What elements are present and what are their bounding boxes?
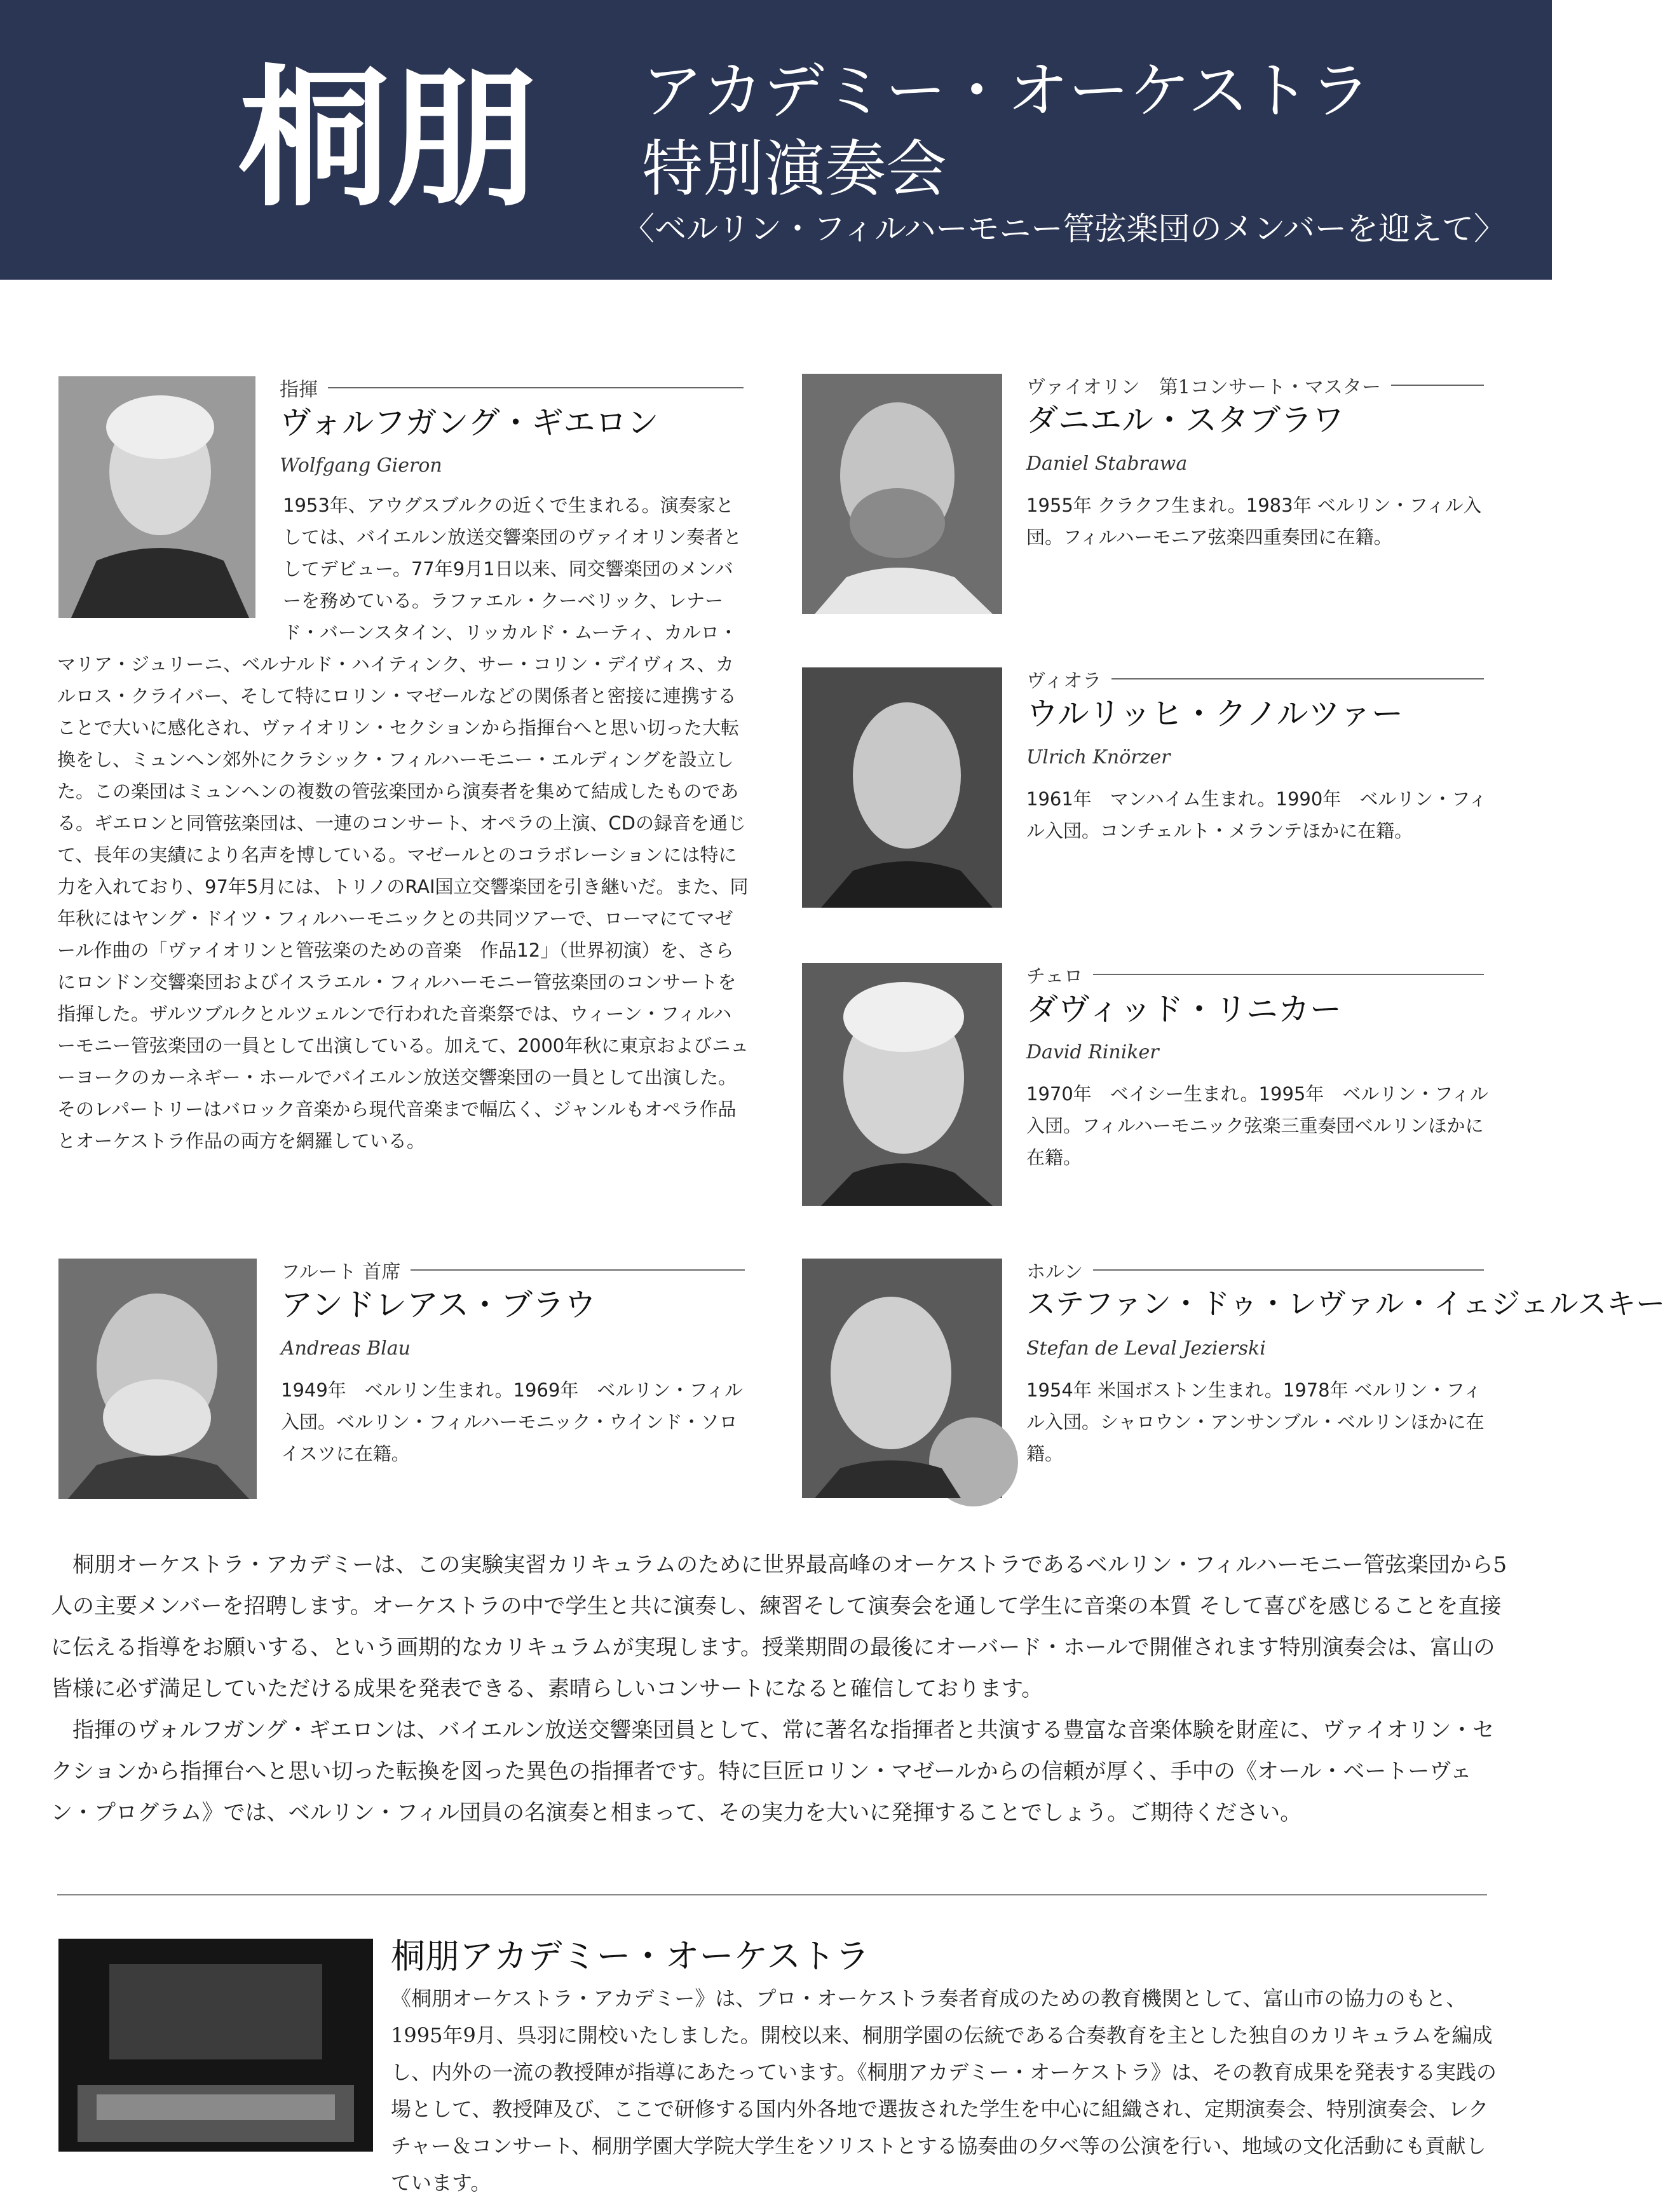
knorzer-role	[1026, 665, 1484, 693]
riniker-name-en: David Riniker	[1026, 1041, 1159, 1063]
header-banner	[0, 0, 1552, 280]
knorzer-name-en: Ulrich Knörzer	[1026, 746, 1171, 768]
jezierski-name-jp: ステファン・ドゥ・レヴァル・イェジェルスキー	[1026, 1287, 1665, 1321]
blau-name-jp: アンドレアス・ブラウ	[281, 1287, 596, 1323]
section-divider	[57, 1894, 1487, 1895]
orchestra-photo	[58, 1939, 373, 2152]
intro-text	[51, 1545, 1512, 1834]
intro-paragraph-2: 指揮のヴォルフガング・ギエロンは、バイエルン放送交響楽団員として、常に著名な指揮者と共演する豊富な音楽体験を財産に、ヴァイオリン・セクションから指揮台へと思い切った転換を図った異色の指揮者です。特に巨匠ロリン・マゼールからの信頼が厚く、手中の《オール・ベートーヴェン・プログラム》では、ベルリン・フィル団員の名演奏と相まって、その実力を大いに発揮することでしょう。ご期待ください。	[51, 1717, 1495, 1826]
divider	[1093, 1269, 1484, 1271]
blau-role	[281, 1256, 745, 1284]
riniker-role-label: チェロ	[1026, 966, 1084, 988]
jezierski-role-label: ホルン	[1026, 1261, 1084, 1283]
divider	[411, 1269, 745, 1271]
stabrawa-role	[1026, 371, 1484, 399]
jezierski-name-en: Stefan de Leval Jezierski	[1026, 1337, 1266, 1360]
knorzer-role-label: ヴィオラ	[1026, 670, 1102, 692]
stabrawa-bio: 1955年 クラクフ生まれ。1983年 ベルリン・フィル入団。フィルハーモニア弦楽四重奏団に在籍。	[1026, 495, 1482, 548]
riniker-role	[1026, 960, 1484, 988]
gieron-bio	[57, 489, 750, 1157]
header-big-title: 桐朋	[238, 50, 536, 228]
riniker-photo	[802, 963, 1002, 1206]
gieron-name-jp: ヴォルフガング・ギエロン	[280, 404, 659, 441]
jezierski-role	[1026, 1256, 1484, 1284]
gieron-bio-text: 1953年、アウグスブルクの近くで生まれる。演奏家としては、バイエルン放送交響楽団のヴァイオリン奏者としてデビュー。77年9月1日以来、同交響楽団のメンバーを務めている。ラファエル・クーベリック、レナード・バーンスタイン、リッカルド・ムーティ、カルロ・マリア・ジュリーニ、ベルナルド・ハイティンク、サー・コリン・デイヴィス、カルロス・クライバー、そして特にロリン・マゼールなどの関係者と密接に連携することで大いに感化され、ヴァイオリン・セクションから指揮台へと思い切った大転換をし、ミュンヘン郊外にクラシック・フィルハーモニー・エルディングを設立した。この楽団はミュンヘンの複数の管弦楽団から演奏者を集めて結成したものである。ギエロンと同管弦楽団は、一連のコンサート、オペラの上演、CDの録音を通じて、長年の実績により名声を博している。マゼールとのコラボレーションには特に力を入れており、97年5月には、トリノのRAI国立交響楽団を引き継いだ。また、同年秋にはヤング・ドイツ・フィルハーモニックとの共同ツアーで、ローマにてマゼール作曲の「ヴァイオリンと管弦楽のための音楽 作品12」（世界初演）を、さらにロンドン交響楽団およびイスラエル・フィルハーモニー管弦楽団のコンサートを指揮した。ザルツブルクとルツェルンで行われた音楽祭では、ウィーン・フィルハーモニー管弦楽団の一員として出演している。加えて、2000年秋に東京およびニューヨークのカーネギー・ホールでバイエルン放送交響楽団の一員として出演した。そのレパートリーはバロック音楽から現代音楽まで幅広く、ジャンルもオペラ作品とオーケストラ作品の両方を網羅している。	[57, 495, 749, 1152]
photo-wrap-spacer	[57, 489, 283, 623]
stabrawa-name-jp: ダニエル・スタブラワ	[1026, 402, 1344, 439]
stabrawa-photo	[802, 374, 1002, 614]
knorzer-photo	[802, 667, 1002, 908]
stabrawa-name-en: Daniel Stabrawa	[1026, 453, 1188, 475]
blau-role-label: フルート 首席	[281, 1261, 401, 1283]
divider	[1391, 385, 1484, 386]
header-title-line2: 特別演奏会	[642, 133, 947, 205]
orchestra-description: 《桐朋オーケストラ・アカデミー》は、プロ・オーケストラ奏者育成のための教育機関として、富山市の協力のもと、1995年9月、呉羽に開校いたしました。開校以来、桐朋学園の伝統である合奏教育を主とした独自のカリキュラムを編成し、内外の一流の教授陣が指導にあたっています。《桐朋アカデミー・オーケストラ》は、その教育成果を発表する実践の場として、教授陣及び、ここで研修する国内外各地で選抜された学生を中心に組織され、定期演奏会、特別演奏会、レクチャー＆コンサート、桐朋学園大学院大学生をソリストとする協奏曲の夕べ等の公演を行い、地域の文化活動にも貢献しています。	[391, 1986, 1497, 2195]
knorzer-name-jp: ウルリッヒ・クノルツァー	[1026, 695, 1403, 732]
jezierski-bio: 1954年 米国ボストン生まれ。1978年 ベルリン・フィル入団。シャロウン・アンサンブル・ベルリンほかに在籍。	[1026, 1379, 1485, 1464]
intro-paragraph-1: 桐朋オーケストラ・アカデミーは、この実験実習カリキュラムのために世界最高峰のオーケストラであるベルリン・フィルハーモニー管弦楽団から5人の主要メンバーを招聘します。オーケストラの中で学生と共に演奏し、練習そして演奏会を通して学生に音楽の本質 そして喜びを感じることを直接に伝える指導をお願いする、という画期的なカリキュラムが実現します。授業期間の最後にオーバード・ホールで開催されます特別演奏会は、富山の皆様に必ず満足していただける成果を発表できる、素晴らしいコンサートになると確信しております。	[51, 1552, 1507, 1702]
jezierski-photo	[802, 1259, 1002, 1498]
blau-bio: 1949年 ベルリン生まれ。1969年 ベルリン・フィル入団。ベルリン・フィルハーモニック・ウインド・ソロイスツに在籍。	[281, 1379, 744, 1464]
knorzer-bio: 1961年 マンハイム生まれ。1990年 ベルリン・フィル入団。コンチェルト・メランテほかに在籍。	[1026, 788, 1487, 842]
blau-photo	[58, 1259, 257, 1499]
blau-name-en: Andreas Blau	[281, 1337, 411, 1360]
orchestra-title: 桐朋アカデミー・オーケストラ	[391, 1936, 870, 1976]
gieron-role	[280, 374, 744, 402]
header-title-line1: アカデミー・オーケストラ	[642, 55, 1371, 126]
riniker-name-jp: ダヴィッド・リニカー	[1026, 991, 1342, 1028]
gieron-role-label: 指揮	[280, 379, 318, 401]
stabrawa-role-label: ヴァイオリン 第1コンサート・マスター	[1026, 376, 1381, 399]
header-subtitle: 〈ベルリン・フィルハーモニー管弦楽団のメンバーを迎えて〉	[623, 210, 1505, 247]
divider	[1093, 974, 1484, 975]
divider	[328, 387, 744, 388]
divider	[1111, 678, 1484, 679]
gieron-name-en: Wolfgang Gieron	[280, 454, 442, 477]
riniker-bio: 1970年 ベイシー生まれ。1995年 ベルリン・フィル入団。フィルハーモニック弦楽三重奏団ベルリンほかに在籍。	[1026, 1083, 1489, 1168]
